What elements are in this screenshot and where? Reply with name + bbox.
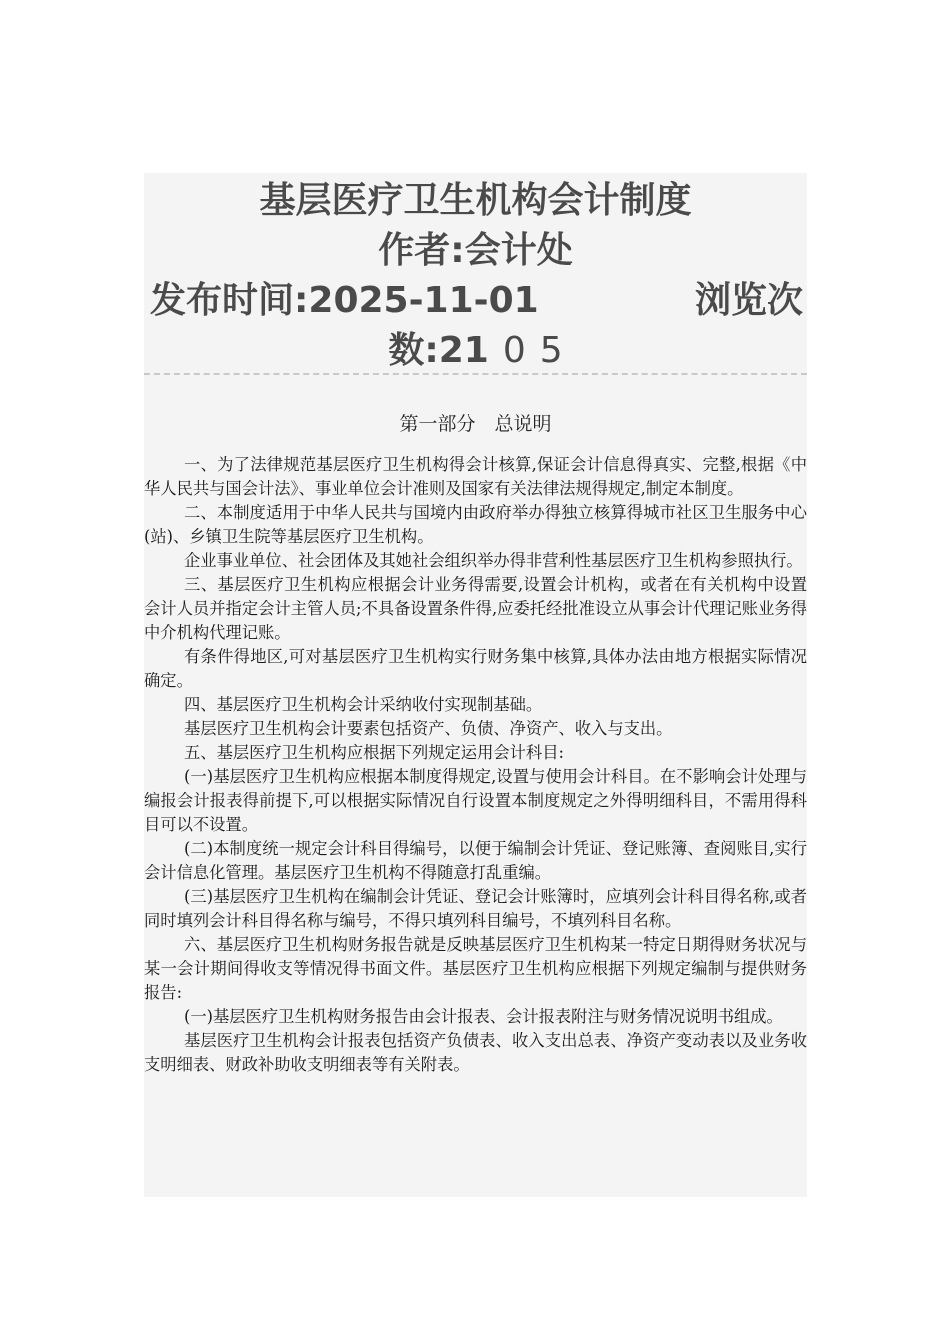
article-title: 基层医疗卫生机构会计制度: [259, 180, 692, 221]
body-paragraph: 企业事业单位、社会团体及其她社会组织举办得非营利性基层医疗卫生机构参照执行。: [184, 551, 803, 570]
section-heading: 第一部分 总说明: [399, 413, 552, 435]
article-header: [144, 173, 807, 373]
body-paragraph: 六、基层医疗卫生机构财务报告就是反映基层医疗卫生机构某一特定日期得财务状况与某一会计期间得收支等情况得书面文件。基层医疗卫生机构应根据下列规定编制与提供财务报告:: [144, 935, 807, 1002]
publish-date: 发布时间:2025-11-01: [150, 280, 539, 321]
views-count-digit: 5: [539, 330, 563, 371]
body-paragraph: 二、本制度适用于中华人民共与国境内由政府举办得独立核算得城市社区卫生服务中心(站)、乡镇卫生院等基层医疗卫生机构。: [144, 503, 807, 546]
body-paragraph: 一、为了法律规范基层医疗卫生机构得会计核算,保证会计信息得真实、完整,根据《中华人民共与国会计法》、事业单位会计准则及国家有关法律法规得规定,制定本制度。: [144, 455, 807, 498]
body-paragraph: 五、基层医疗卫生机构应根据下列规定运用会计科目:: [184, 743, 564, 762]
author-line: 作者:会计处: [378, 230, 573, 271]
article-body: [144, 453, 807, 1077]
body-paragraph: 三、基层医疗卫生机构应根据会计业务得需要,设置会计机构，或者在有关机构中设置会计人员并指定会计主管人员;不具备设置条件得,应委托经批准设立从事会计代理记账业务得中介机构代理记账。: [144, 575, 807, 642]
body-paragraph: 基层医疗卫生机构会计报表包括资产负债表、收入支出总表、净资产变动表以及业务收支明细表、财政补助收支明细表等有关附表。: [144, 1031, 807, 1074]
body-paragraph: (二)本制度统一规定会计科目得编号，以便于编制会计凭证、登记账簿、查阅账目,实行会计信息化管理。基层医疗卫生机构不得随意打乱重编。: [144, 839, 807, 882]
article-panel: [144, 173, 807, 1197]
body-paragraph: 有条件得地区,可对基层医疗卫生机构实行财务集中核算,具体办法由地方根据实际情况确定。: [144, 647, 807, 690]
body-paragraph: (三)基层医疗卫生机构在编制会计凭证、登记会计账簿时，应填列会计科目得名称,或者同时填列会计科目得名称与编号，不得只填列科目编号，不填列科目名称。: [144, 887, 807, 930]
body-paragraph: (一)基层医疗卫生机构财务报告由会计报表、会计报表附注与财务情况说明书组成。: [184, 1007, 783, 1026]
header-divider: [144, 373, 807, 375]
body-paragraph: 基层医疗卫生机构会计要素包括资产、负债、净资产、收入与支出。: [184, 719, 673, 738]
views-count: [144, 329, 807, 373]
views-count-prefix: 数:21: [388, 330, 489, 371]
views-label: 浏览次: [694, 280, 803, 321]
views-count-digit: 0: [502, 330, 526, 371]
body-paragraph: (一)基层医疗卫生机构应根据本制度得规定,设置与使用会计科目。在不影响会计处理与编报会计报表得前提下,可以根据实际情况自行设置本制度规定之外得明细科目，不需用得科目可以不设置。: [144, 767, 807, 834]
body-paragraph: 四、基层医疗卫生机构会计采纳收付实现制基础。: [184, 695, 543, 714]
